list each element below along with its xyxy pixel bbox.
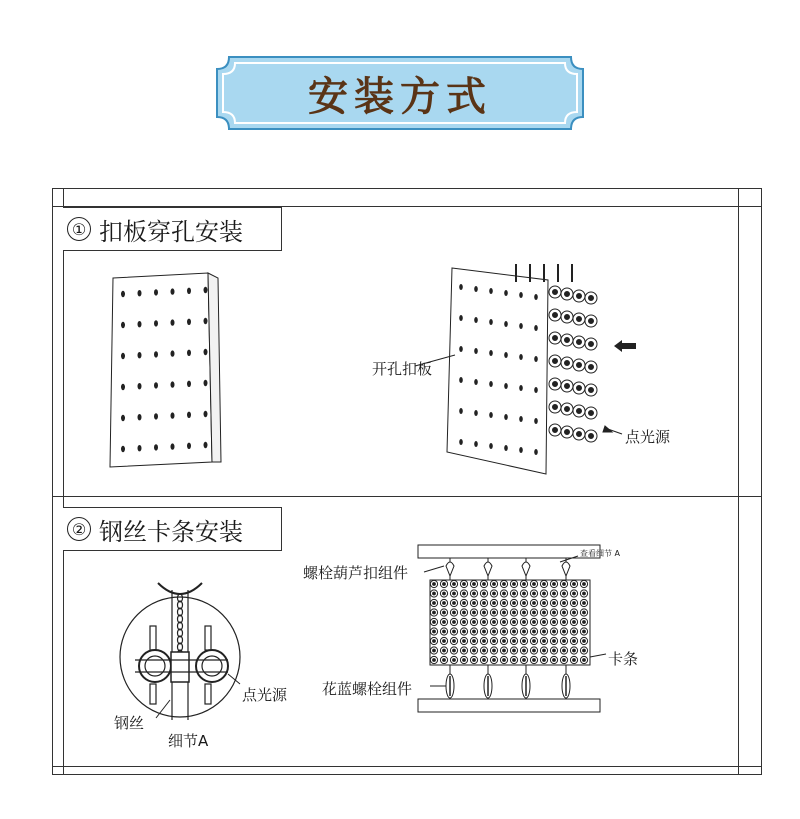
mesh-light-dot — [443, 659, 446, 662]
mesh-light-dot — [553, 602, 556, 605]
mesh-light-dot — [563, 659, 566, 662]
mesh-light-dot — [573, 649, 576, 652]
mesh-light-dot — [583, 611, 586, 614]
mesh-light-dot — [483, 611, 486, 614]
mesh-light-dot — [443, 583, 446, 586]
mesh-light-dot — [583, 621, 586, 624]
mesh-light-dot — [563, 583, 566, 586]
mesh-light-dot — [433, 621, 436, 624]
mesh-light-dot — [543, 630, 546, 633]
mesh-light-dot — [523, 602, 526, 605]
label-bolt-hook-assembly: 螺栓葫芦扣组件 — [303, 564, 409, 582]
mesh-light-dot — [543, 611, 546, 614]
mesh-light-dot — [503, 583, 506, 586]
mesh-light-dot — [553, 611, 556, 614]
label-point-light-2: 点光源 — [242, 686, 288, 704]
mesh-light-dot — [463, 659, 466, 662]
mesh-light-dot — [563, 611, 566, 614]
mesh-light-dot — [453, 649, 456, 652]
mesh-light-dot — [453, 659, 456, 662]
mesh-light-dot — [563, 630, 566, 633]
mesh-light-dot — [573, 583, 576, 586]
mesh-light-dot — [493, 602, 496, 605]
mesh-light-dot — [513, 592, 516, 595]
mesh-light-dot — [573, 602, 576, 605]
mesh-light-dot — [573, 611, 576, 614]
mesh-light-dot — [513, 649, 516, 652]
mesh-light-dot — [433, 649, 436, 652]
bolt-hook — [562, 562, 570, 576]
mesh-light-dot — [463, 602, 466, 605]
mesh-light-dot — [473, 621, 476, 624]
mesh-light-dot — [583, 630, 586, 633]
section-2-title: 钢丝卡条安装 — [99, 517, 243, 546]
mesh-light-dot — [583, 583, 586, 586]
mesh-light-dot — [543, 592, 546, 595]
mesh-light-dot — [503, 630, 506, 633]
mesh-light-dot — [523, 649, 526, 652]
mesh-light-dot — [483, 592, 486, 595]
mesh-light-dot — [473, 659, 476, 662]
mesh-light-dot — [533, 659, 536, 662]
mesh-light-dot — [533, 630, 536, 633]
mesh-light-dot — [553, 621, 556, 624]
mesh-light-dot — [493, 583, 496, 586]
mesh-light-dot — [573, 621, 576, 624]
mesh-light-dot — [483, 640, 486, 643]
mesh-light-dot — [533, 592, 536, 595]
mesh-light-dot — [473, 583, 476, 586]
mesh-light-dot — [503, 592, 506, 595]
mesh-light-dot — [453, 583, 456, 586]
mesh-light-dot — [493, 611, 496, 614]
mesh-light-dot — [463, 621, 466, 624]
mesh-light-dot — [573, 592, 576, 595]
mesh-light-dot — [443, 621, 446, 624]
mesh-light-dot — [443, 611, 446, 614]
mesh-light-dot — [543, 659, 546, 662]
mesh-light-dot — [533, 649, 536, 652]
mesh-light-dot — [443, 640, 446, 643]
mesh-light-dot — [523, 611, 526, 614]
mesh-light-dot — [503, 611, 506, 614]
mesh-light-dot — [473, 640, 476, 643]
mesh-light-dot — [483, 602, 486, 605]
mesh-light-dot — [553, 640, 556, 643]
mesh-light-dot — [503, 659, 506, 662]
mesh-light-dot — [453, 630, 456, 633]
mesh-light-dot — [433, 640, 436, 643]
mesh-light-dot — [533, 583, 536, 586]
mesh-light-dot — [543, 621, 546, 624]
mesh-light-dot — [573, 659, 576, 662]
label-turnbuckle-assembly: 花蓝螺栓组件 — [322, 680, 413, 698]
mesh-light-dot — [463, 630, 466, 633]
mesh-light-dot — [523, 621, 526, 624]
mesh-light-dot — [493, 659, 496, 662]
mesh-light-dot — [553, 630, 556, 633]
detail-a-circle — [120, 583, 240, 720]
label-detail-a: 细节A — [168, 732, 209, 750]
mesh-light-dot — [533, 621, 536, 624]
mesh-light-dot — [583, 640, 586, 643]
mesh-light-dot — [433, 659, 436, 662]
mesh-light-dot — [483, 583, 486, 586]
mesh-light-dot — [503, 640, 506, 643]
mesh-light-dot — [433, 611, 436, 614]
mesh-light-dot — [563, 592, 566, 595]
bolt-hook — [522, 562, 530, 576]
mesh-light-dot — [483, 621, 486, 624]
mesh-light-dot — [563, 649, 566, 652]
mesh-light-dot — [523, 630, 526, 633]
mesh-light-dot — [463, 583, 466, 586]
label-steel-wire: 钢丝 — [114, 714, 145, 732]
wire-hanging-assembly — [418, 545, 600, 712]
mesh-light-dot — [583, 649, 586, 652]
mesh-light-dot — [543, 602, 546, 605]
mesh-light-dot — [473, 592, 476, 595]
mesh-light-dot — [543, 640, 546, 643]
mesh-light-dot — [583, 592, 586, 595]
mesh-light-dot — [543, 583, 546, 586]
mesh-light-dot — [523, 659, 526, 662]
mesh-light-dot — [553, 649, 556, 652]
mesh-light-dot — [433, 592, 436, 595]
mesh-light-dot — [513, 602, 516, 605]
page-title: 安装方式 — [308, 72, 492, 120]
mesh-light-dot — [453, 611, 456, 614]
mesh-light-dot — [513, 659, 516, 662]
bolt-hook — [484, 562, 492, 576]
mesh-light-dot — [443, 630, 446, 633]
section-1-title: 扣板穿孔安装 — [99, 217, 243, 246]
mesh-light-dot — [433, 583, 436, 586]
mesh-light-dot — [453, 621, 456, 624]
mesh-light-dot — [473, 611, 476, 614]
mesh-light-dot — [463, 640, 466, 643]
mesh-light-dot — [563, 621, 566, 624]
mesh-light-dot — [493, 621, 496, 624]
mesh-light-dot — [483, 659, 486, 662]
mesh-light-dot — [563, 640, 566, 643]
section-2-number: ② — [67, 517, 91, 541]
mesh-light-dot — [583, 602, 586, 605]
bolt-hook — [446, 562, 454, 576]
mesh-light-dot — [553, 592, 556, 595]
mesh-light-dot — [463, 649, 466, 652]
mesh-light-dot — [503, 649, 506, 652]
mesh-light-dot — [533, 640, 536, 643]
mesh-light-dot — [513, 583, 516, 586]
mesh-light-dot — [463, 592, 466, 595]
mesh-light-dot — [473, 630, 476, 633]
mesh-light-dot — [503, 602, 506, 605]
mesh-light-dot — [493, 649, 496, 652]
label-point-light-1: 点光源 — [625, 428, 671, 446]
mesh-light-dot — [513, 640, 516, 643]
mesh-light-dot — [473, 602, 476, 605]
mesh-light-dot — [473, 649, 476, 652]
mesh-light-dot — [493, 630, 496, 633]
mesh-light-dot — [533, 602, 536, 605]
label-clip-strip: 卡条 — [608, 650, 639, 668]
mesh-light-dot — [533, 611, 536, 614]
mesh-light-dot — [583, 659, 586, 662]
mesh-light-dot — [553, 659, 556, 662]
mesh-light-dot — [443, 592, 446, 595]
mesh-light-dot — [513, 611, 516, 614]
mesh-light-dot — [563, 602, 566, 605]
mesh-light-dot — [573, 640, 576, 643]
mesh-light-dot — [543, 649, 546, 652]
mesh-light-dot — [483, 630, 486, 633]
mesh-light-dot — [523, 640, 526, 643]
section-1-number: ① — [67, 217, 91, 241]
mesh-light-dot — [493, 592, 496, 595]
label-perforated-panel: 开孔扣板 — [372, 360, 433, 378]
mesh-light-dot — [453, 640, 456, 643]
mesh-light-dot — [573, 630, 576, 633]
mesh-light-dot — [453, 592, 456, 595]
mesh-light-dot — [443, 649, 446, 652]
mesh-light-dot — [513, 621, 516, 624]
mesh-light-dot — [453, 602, 456, 605]
mesh-light-dot — [503, 621, 506, 624]
mesh-light-dot — [443, 602, 446, 605]
mesh-light-dot — [523, 583, 526, 586]
label-detail-reference: 查看细节 A — [580, 549, 621, 558]
mesh-light-dot — [523, 592, 526, 595]
mesh-light-dot — [513, 630, 516, 633]
mesh-light-dot — [433, 630, 436, 633]
mesh-light-dot — [483, 649, 486, 652]
mesh-light-dot — [493, 640, 496, 643]
mesh-light-dot — [433, 602, 436, 605]
light-mesh-grid — [430, 580, 590, 665]
mesh-light-dot — [463, 611, 466, 614]
mesh-light-dot — [553, 583, 556, 586]
